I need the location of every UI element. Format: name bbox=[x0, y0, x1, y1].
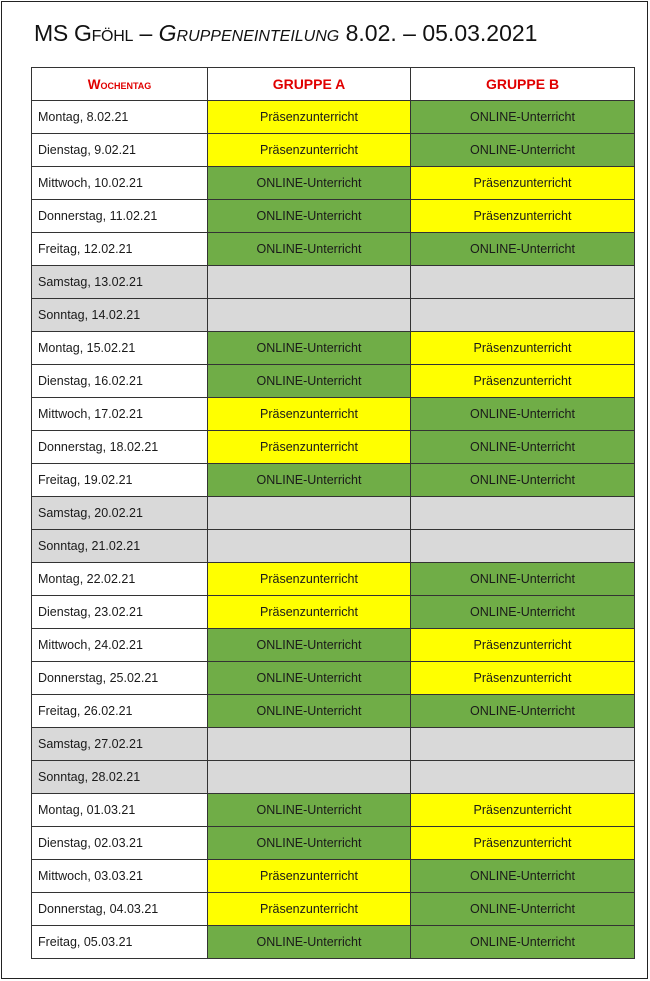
group-b-cell: Präsenzunterricht bbox=[411, 200, 635, 233]
group-a-cell: ONLINE-Unterricht bbox=[208, 926, 411, 959]
group-b-cell: ONLINE-Unterricht bbox=[411, 860, 635, 893]
table-row bbox=[32, 926, 635, 959]
table-row bbox=[32, 761, 635, 794]
group-a-cell: Präsenzunterricht bbox=[208, 101, 411, 134]
title-separator: – bbox=[133, 20, 159, 46]
table-row bbox=[32, 299, 635, 332]
day-cell: Mittwoch, 10.02.21 bbox=[32, 167, 208, 200]
day-cell: Mittwoch, 24.02.21 bbox=[32, 629, 208, 662]
day-cell: Samstag, 13.02.21 bbox=[32, 266, 208, 299]
title-date-range: 8.02. – 05.03.2021 bbox=[339, 20, 538, 46]
title-subtitle: Gruppeneinteilung bbox=[158, 20, 340, 46]
group-b-cell: ONLINE-Unterricht bbox=[411, 398, 635, 431]
group-a-cell: ONLINE-Unterricht bbox=[208, 167, 411, 200]
group-b-cell: Präsenzunterricht bbox=[411, 629, 635, 662]
group-b-cell: Präsenzunterricht bbox=[411, 794, 635, 827]
day-cell: Donnerstag, 25.02.21 bbox=[32, 662, 208, 695]
group-a-cell: Präsenzunterricht bbox=[208, 893, 411, 926]
group-b-cell: ONLINE-Unterricht bbox=[411, 893, 635, 926]
group-a-cell: ONLINE-Unterricht bbox=[208, 662, 411, 695]
schedule-table bbox=[31, 67, 635, 959]
header-group-b: GRUPPE B bbox=[411, 68, 635, 101]
table-row bbox=[32, 464, 635, 497]
day-cell: Freitag, 05.03.21 bbox=[32, 926, 208, 959]
table-row bbox=[32, 563, 635, 596]
table-row bbox=[32, 596, 635, 629]
group-a-cell: ONLINE-Unterricht bbox=[208, 332, 411, 365]
group-a-cell: ONLINE-Unterricht bbox=[208, 464, 411, 497]
table-row bbox=[32, 200, 635, 233]
group-a-cell: Präsenzunterricht bbox=[208, 563, 411, 596]
group-b-cell: Präsenzunterricht bbox=[411, 827, 635, 860]
table-row bbox=[32, 695, 635, 728]
school-name: MS Gföhl bbox=[34, 20, 134, 46]
table-row bbox=[32, 794, 635, 827]
schedule-body bbox=[32, 101, 635, 959]
day-cell: Sonntag, 28.02.21 bbox=[32, 761, 208, 794]
table-row bbox=[32, 266, 635, 299]
header-row bbox=[32, 68, 635, 101]
group-a-cell: Präsenzunterricht bbox=[208, 860, 411, 893]
group-a-cell: Präsenzunterricht bbox=[208, 431, 411, 464]
day-cell: Freitag, 19.02.21 bbox=[32, 464, 208, 497]
day-cell: Donnerstag, 18.02.21 bbox=[32, 431, 208, 464]
group-a-cell bbox=[208, 299, 411, 332]
header-weekday: Wochentag bbox=[32, 68, 208, 101]
table-row bbox=[32, 728, 635, 761]
group-b-cell: ONLINE-Unterricht bbox=[411, 101, 635, 134]
group-b-cell: ONLINE-Unterricht bbox=[411, 134, 635, 167]
group-b-cell: ONLINE-Unterricht bbox=[411, 233, 635, 266]
table-row bbox=[32, 233, 635, 266]
day-cell: Freitag, 26.02.21 bbox=[32, 695, 208, 728]
day-cell: Montag, 01.03.21 bbox=[32, 794, 208, 827]
table-row bbox=[32, 629, 635, 662]
group-b-cell bbox=[411, 299, 635, 332]
group-b-cell: ONLINE-Unterricht bbox=[411, 464, 635, 497]
day-cell: Samstag, 20.02.21 bbox=[32, 497, 208, 530]
group-b-cell: ONLINE-Unterricht bbox=[411, 431, 635, 464]
table-row bbox=[32, 134, 635, 167]
table-row bbox=[32, 431, 635, 464]
table-row bbox=[32, 893, 635, 926]
day-cell: Freitag, 12.02.21 bbox=[32, 233, 208, 266]
table-row bbox=[32, 860, 635, 893]
group-b-cell: ONLINE-Unterricht bbox=[411, 695, 635, 728]
group-a-cell bbox=[208, 497, 411, 530]
group-b-cell: Präsenzunterricht bbox=[411, 332, 635, 365]
day-cell: Samstag, 27.02.21 bbox=[32, 728, 208, 761]
group-a-cell: Präsenzunterricht bbox=[208, 596, 411, 629]
day-cell: Sonntag, 14.02.21 bbox=[32, 299, 208, 332]
table-row bbox=[32, 167, 635, 200]
day-cell: Donnerstag, 11.02.21 bbox=[32, 200, 208, 233]
group-a-cell bbox=[208, 530, 411, 563]
group-b-cell bbox=[411, 761, 635, 794]
day-cell: Dienstag, 02.03.21 bbox=[32, 827, 208, 860]
table-row bbox=[32, 398, 635, 431]
group-a-cell bbox=[208, 761, 411, 794]
group-a-cell: ONLINE-Unterricht bbox=[208, 695, 411, 728]
header-group-a: GRUPPE A bbox=[208, 68, 411, 101]
day-cell: Sonntag, 21.02.21 bbox=[32, 530, 208, 563]
group-b-cell: Präsenzunterricht bbox=[411, 167, 635, 200]
group-b-cell: Präsenzunterricht bbox=[411, 662, 635, 695]
group-a-cell bbox=[208, 266, 411, 299]
group-a-cell: ONLINE-Unterricht bbox=[208, 629, 411, 662]
day-cell: Montag, 22.02.21 bbox=[32, 563, 208, 596]
table-row bbox=[32, 827, 635, 860]
group-b-cell bbox=[411, 530, 635, 563]
table-row bbox=[32, 365, 635, 398]
table-row bbox=[32, 101, 635, 134]
group-b-cell bbox=[411, 497, 635, 530]
group-a-cell: ONLINE-Unterricht bbox=[208, 365, 411, 398]
group-b-cell: ONLINE-Unterricht bbox=[411, 596, 635, 629]
group-a-cell bbox=[208, 728, 411, 761]
table-row bbox=[32, 530, 635, 563]
group-a-cell: ONLINE-Unterricht bbox=[208, 794, 411, 827]
group-a-cell: Präsenzunterricht bbox=[208, 134, 411, 167]
group-a-cell: ONLINE-Unterricht bbox=[208, 200, 411, 233]
group-b-cell: Präsenzunterricht bbox=[411, 365, 635, 398]
day-cell: Dienstag, 16.02.21 bbox=[32, 365, 208, 398]
group-a-cell: ONLINE-Unterricht bbox=[208, 233, 411, 266]
group-a-cell: ONLINE-Unterricht bbox=[208, 827, 411, 860]
document-page bbox=[1, 1, 648, 979]
group-b-cell bbox=[411, 266, 635, 299]
group-b-cell bbox=[411, 728, 635, 761]
table-row bbox=[32, 497, 635, 530]
table-row bbox=[32, 332, 635, 365]
day-cell: Mittwoch, 03.03.21 bbox=[32, 860, 208, 893]
day-cell: Dienstag, 9.02.21 bbox=[32, 134, 208, 167]
day-cell: Montag, 8.02.21 bbox=[32, 101, 208, 134]
table-row bbox=[32, 662, 635, 695]
day-cell: Mittwoch, 17.02.21 bbox=[32, 398, 208, 431]
document-title bbox=[34, 16, 537, 50]
group-b-cell: ONLINE-Unterricht bbox=[411, 563, 635, 596]
day-cell: Donnerstag, 04.03.21 bbox=[32, 893, 208, 926]
day-cell: Dienstag, 23.02.21 bbox=[32, 596, 208, 629]
group-b-cell: ONLINE-Unterricht bbox=[411, 926, 635, 959]
group-a-cell: Präsenzunterricht bbox=[208, 398, 411, 431]
day-cell: Montag, 15.02.21 bbox=[32, 332, 208, 365]
